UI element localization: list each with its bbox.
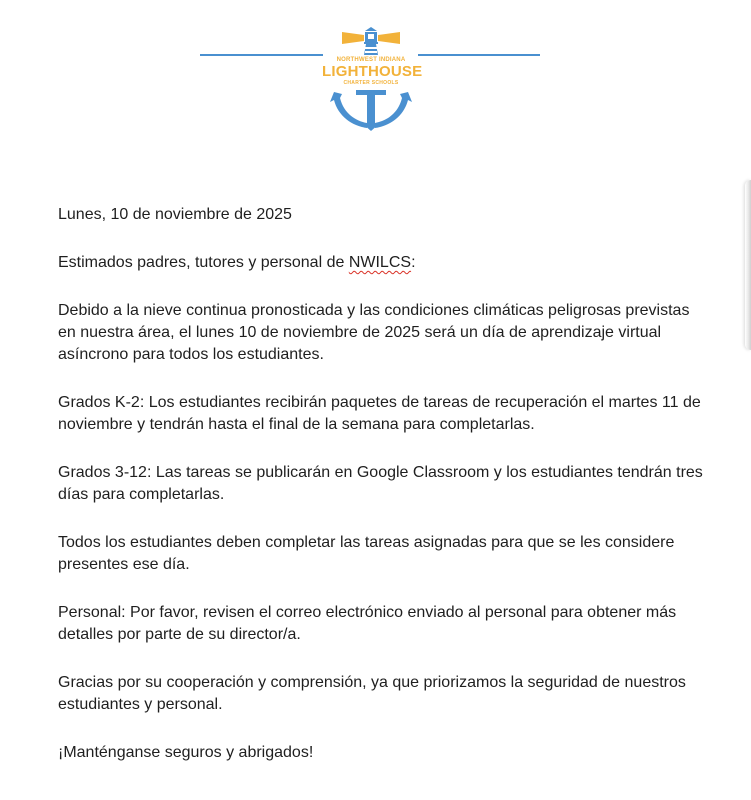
- paragraph-attendance: Todos los estudiantes deben completar las tareas asignadas para que se les considere presentes ese día.: [58, 534, 675, 573]
- greeting-suffix: :: [411, 254, 416, 271]
- anchor-shank-icon: [367, 90, 375, 124]
- side-panel-edge[interactable]: [745, 180, 751, 350]
- anchor-stock-icon: [356, 90, 386, 95]
- right-beam-icon: [378, 32, 400, 44]
- anchor-left-arm-icon: [330, 92, 367, 128]
- paragraph-thanks: Gracias por su cooperación y comprensión, ya que priorizamos la seguridad de nuestros estudiantes y personal.: [58, 674, 686, 713]
- lighthouse-roof-icon: [365, 27, 377, 31]
- logo-main-text: LIGHTHOUSE: [322, 63, 423, 80]
- paragraph-grades-k2: Grados K-2: Los estudiantes recibirán paquetes de tareas de recuperación el martes 11 de noviembre y tendrán hasta el final de la semana para completarlas.: [58, 394, 701, 433]
- logo-top-text: NORTHWEST INDIANA: [336, 57, 406, 63]
- header-rule-left: [200, 54, 323, 56]
- logo-bottom-text: CHARTER SCHOOLS: [343, 80, 399, 86]
- letter-body: [58, 204, 708, 790]
- letter-greeting: [58, 252, 708, 274]
- left-beam-icon: [342, 32, 364, 44]
- letter-closing: ¡Manténganse seguros y abrigados!: [58, 744, 314, 761]
- greeting-prefix: Estimados padres, tutores y personal de: [58, 254, 349, 271]
- paragraph-staff: Personal: Por favor, revisen el correo electrónico enviado al personal para obtener más detalles por parte de su director/a.: [58, 604, 677, 643]
- header-rule-right: [418, 54, 540, 56]
- letter-date: Lunes, 10 de noviembre de 2025: [58, 206, 292, 223]
- anchor-right-arm-icon: [375, 92, 412, 128]
- lighthouse-body-icon: [364, 44, 378, 55]
- paragraph-grades-3-12: Grados 3-12: Las tareas se publicarán en Google Classroom y los estudiantes tendrán tres días para completarlas.: [58, 464, 703, 503]
- greeting-org-name: NWILCS: [348, 254, 412, 271]
- school-logo: [322, 24, 423, 134]
- paragraph-weather: Debido a la nieve continua pronosticada y las condiciones climáticas peligrosas previstas en nuestra área, el lunes 10 de noviembre de 2025 será un día de aprendizaje virtual asíncrono para todos los estudiantes.: [58, 302, 690, 363]
